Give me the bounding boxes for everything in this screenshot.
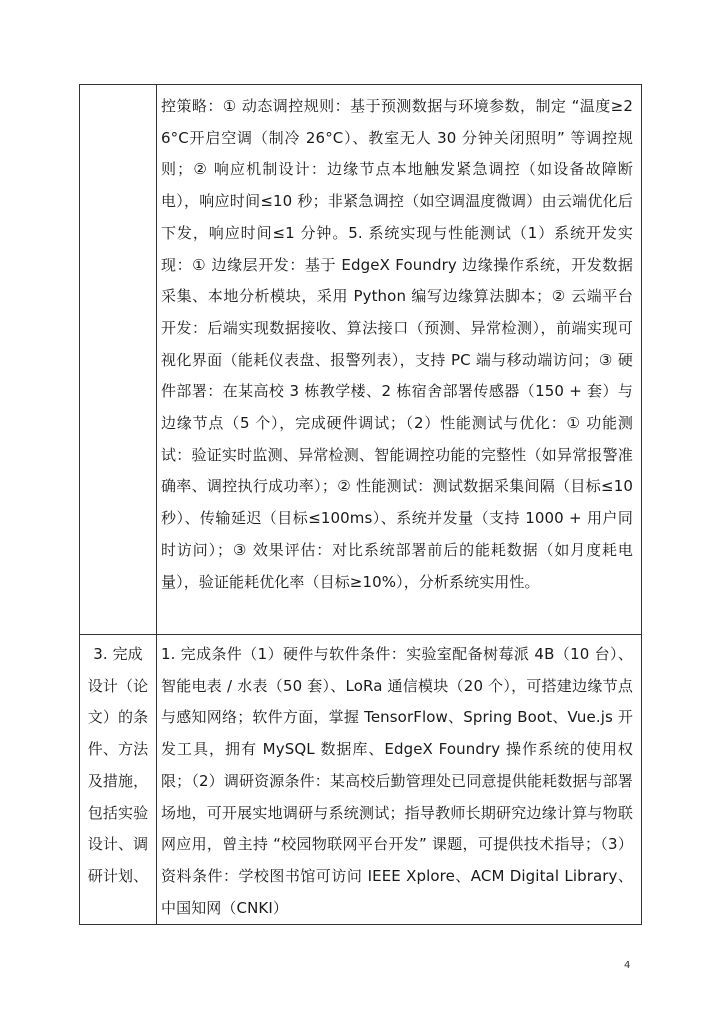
page-number: 4 [624, 960, 631, 971]
row-content-cell [157, 85, 642, 635]
row-label: 3. 完成设计（论文）的条件、方法及措施，包括实验设计、调研计划、 [87, 645, 149, 885]
row-label-cell [80, 85, 157, 635]
document-table [79, 84, 642, 925]
table-row [80, 635, 642, 925]
row-content-cell [157, 635, 642, 925]
row-content: 控策略：① 动态调控规则：基于预测数据与环境参数，制定 “温度≥26°C开启空调（制冷 26°C）、教室无人 30 分钟关闭照明” 等调控规则；② 响应机制设计：边缘节点本地触发紧急调控（如设备故障断电），响应时间≤10 秒；非紧急调控（如空调温度微调）由云端优化后下发，响应时间≤1 分钟。5. 系统实现与性能测试（1）系统开发实现：① 边缘层开发：基于 EdgeX Foundry 边缘操作系统，开发数据采集、本地分析模块，采用 Python 编写边缘算法脚本；② 云端平台开发：后端实现数据接收、算法接口（预测、异常检测），前端实现可视化界面（能耗仪表盘、报警列表），支持 PC 端与移动端访问；③ 硬件部署：在某高校 3 栋教学楼、2 栋宿舍部署传感器（150 + 套）与边缘节点（5 个），完成硬件调试；（2）性能测试与优化：① 功能测试：验证实时监测、异常检测、智能调控功能的完整性（如异常报警准确率、调控执行成功率）；② 性能测试：测试数据采集间隔（目标≤10 秒）、传输延迟（目标≤100ms）、系统并发量（支持 1000 + 用户同时访问）；③ 效果评估：对比系统部署前后的能耗数据（如月度耗电量），验证能耗优化率（目标≥10%），分析系统实用性。 [161, 97, 633, 591]
table-row [80, 85, 642, 635]
row-label [80, 85, 156, 91]
row-content: 1. 完成条件（1）硬件与软件条件：实验室配备树莓派 4B（10 台）、智能电表 / 水表（50 套）、LoRa 通信模块（20 个），可搭建边缘节点与感知网络；软件方面，掌握 TensorFlow、Spring Boot、Vue.js 开发工具，拥有 MySQL 数据库、EdgeX Foundry 操作系统的使用权限；（2）调研资源条件：某高校后勤管理处已同意提供能耗数据与部署场地，可开展实地调研与系统测试；指导教师长期研究边缘计算与物联网应用，曾主持 “校园物联网平台开发” 课题，可提供技术指导；（3）资料条件：学校图书馆可访问 IEEE Xplore、ACM Digital Library、中国知网（CNKI） [161, 645, 633, 917]
row-label-cell [80, 635, 157, 925]
